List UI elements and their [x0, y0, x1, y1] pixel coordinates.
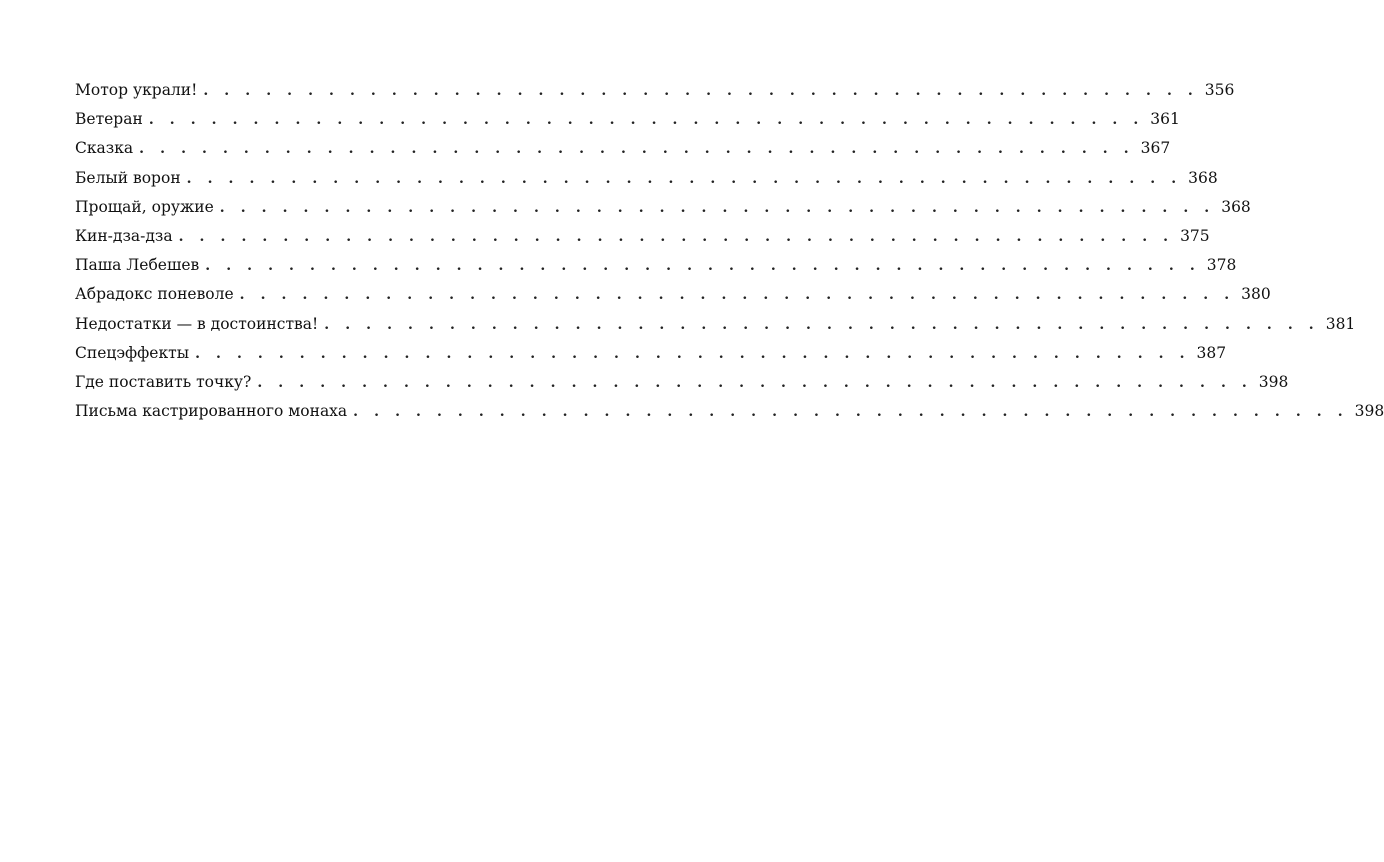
toc-entry-page: 387: [1196, 343, 1227, 362]
table-of-contents: [75, 76, 1384, 426]
toc-entry-page: 398: [1258, 372, 1289, 391]
toc-entry[interactable]: [75, 339, 1227, 368]
toc-entry[interactable]: [75, 397, 1384, 426]
dot-leader: . . . . . . . . . . . . . . . . . . . . . . . . . . . . . . . . . . . . . . . . . . . . . . . .: [219, 199, 1215, 216]
toc-entry[interactable]: [75, 105, 1180, 134]
dot-leader: . . . . . . . . . . . . . . . . . . . . . . . . . . . . . . . . . . . . . . . . . . . . . . . .: [148, 112, 1144, 129]
toc-entry-page: 380: [1241, 285, 1271, 304]
toc-entry-title: Абрадокс поневоле: [75, 285, 234, 304]
toc-entry-title: Кин-дза-дза: [75, 226, 173, 245]
toc-entry-title: Прощай, оружие: [75, 197, 214, 216]
dot-leader: . . . . . . . . . . . . . . . . . . . . . . . . . . . . . . . . . . . . . . . . . . . . . . . .: [139, 141, 1135, 158]
toc-entry[interactable]: [75, 310, 1356, 339]
toc-entry[interactable]: [75, 368, 1289, 397]
toc-entry-title: Сказка: [75, 139, 134, 158]
dot-leader: . . . . . . . . . . . . . . . . . . . . . . . . . . . . . . . . . . . . . . . . . . . . . . . .: [353, 404, 1349, 421]
toc-entry-title: Недостатки — в достоинства!: [75, 314, 319, 333]
toc-entry-title: Ветеран: [75, 110, 143, 129]
toc-entry-page: 367: [1140, 139, 1171, 158]
toc-entry-title: Белый ворон: [75, 168, 181, 187]
toc-entry-page: 356: [1204, 81, 1235, 99]
toc-entry[interactable]: [75, 134, 1171, 163]
toc-entry-title: Мотор украли!: [75, 81, 198, 99]
toc-entry-title: Паша Лебешев: [75, 256, 200, 275]
dot-leader: . . . . . . . . . . . . . . . . . . . . . . . . . . . . . . . . . . . . . . . . . . . . . . . .: [205, 258, 1201, 275]
toc-entry[interactable]: [75, 76, 1235, 105]
dot-leader: . . . . . . . . . . . . . . . . . . . . . . . . . . . . . . . . . . . . . . . . . . . . . . . .: [178, 228, 1174, 245]
toc-entry-page: 368: [1188, 168, 1218, 187]
toc-entry[interactable]: [75, 251, 1237, 280]
dot-leader: . . . . . . . . . . . . . . . . . . . . . . . . . . . . . . . . . . . . . . . . . . . . . . . .: [324, 316, 1320, 333]
toc-entry[interactable]: [75, 193, 1251, 222]
toc-entry-title: Где поставить точку?: [75, 372, 252, 391]
toc-entry[interactable]: [75, 164, 1218, 193]
dot-leader: . . . . . . . . . . . . . . . . . . . . . . . . . . . . . . . . . . . . . . . . . . . . . . . .: [195, 345, 1191, 362]
toc-entry-page: 368: [1221, 197, 1251, 216]
dot-leader: . . . . . . . . . . . . . . . . . . . . . . . . . . . . . . . . . . . . . . . . . . . . . . . .: [239, 287, 1235, 304]
toc-entry-title: Письма кастрированного монаха: [75, 402, 348, 421]
toc-entry-page: 375: [1180, 226, 1210, 245]
toc-entry-title: Спецэффекты: [75, 343, 190, 362]
toc-entry-page: 378: [1206, 256, 1237, 275]
dot-leader: . . . . . . . . . . . . . . . . . . . . . . . . . . . . . . . . . . . . . . . . . . . . . . . .: [257, 374, 1253, 391]
dot-leader: . . . . . . . . . . . . . . . . . . . . . . . . . . . . . . . . . . . . . . . . . . . . . . . .: [203, 83, 1199, 99]
toc-entry[interactable]: [75, 222, 1210, 251]
toc-entry-page: 398: [1354, 402, 1384, 421]
toc-entry[interactable]: [75, 280, 1271, 309]
toc-entry-page: 361: [1150, 110, 1180, 129]
toc-entry-page: 381: [1325, 314, 1356, 333]
dot-leader: . . . . . . . . . . . . . . . . . . . . . . . . . . . . . . . . . . . . . . . . . . . . . . . .: [186, 170, 1182, 187]
